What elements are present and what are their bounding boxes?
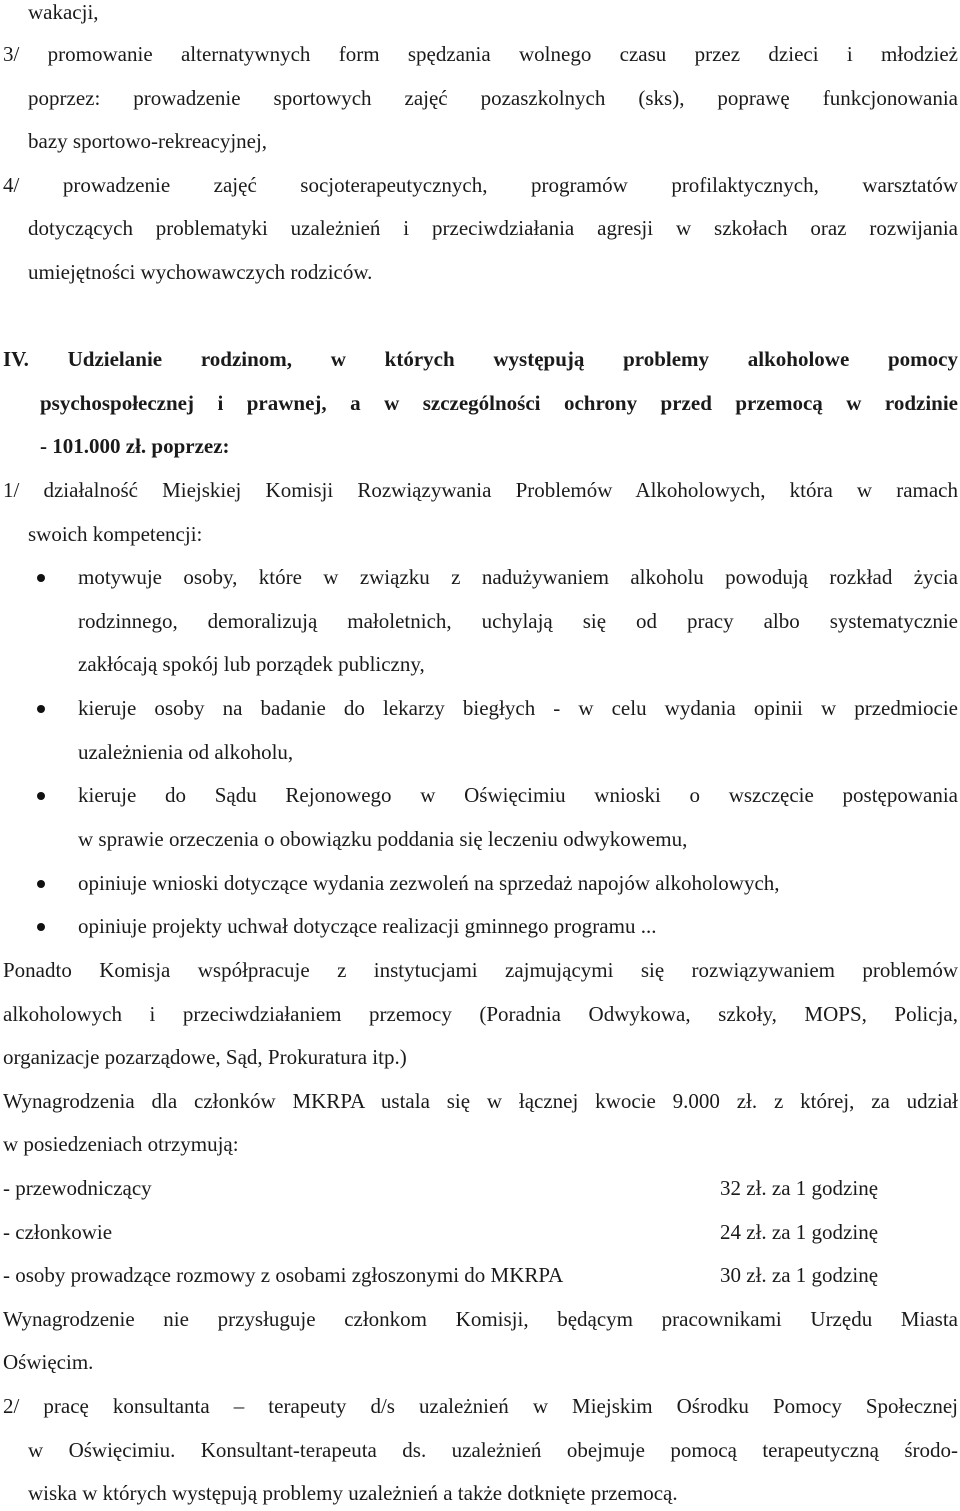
text-line: swoich kompetencji: bbox=[28, 522, 203, 546]
list-item: motywuje osoby, które w związku z nadużywaniem alkoholu powodują rozkład życia bbox=[78, 565, 958, 589]
text-line: Oświęcim. bbox=[3, 1350, 94, 1374]
section-heading: psychospołecznej i prawnej, a w szczególności ochrony przed przemocą w rodzinie bbox=[40, 391, 958, 415]
list-item: kieruje osoby na badanie do lekarzy biegłych - w celu wydania opinii w przedmiocie bbox=[78, 696, 958, 720]
text-line: alkoholowych i przeciwdziałaniem przemocy (Poradnia Odwykowa, szkoły, MOPS, Policja, bbox=[3, 1002, 958, 1026]
text-line: w posiedzeniach otrzymują: bbox=[3, 1132, 239, 1156]
pay-role: - przewodniczący bbox=[3, 1176, 152, 1200]
text-line: Wynagrodzenie nie przysługuje członkom Komisji, będącym pracownikami Urzędu Miasta bbox=[3, 1307, 958, 1331]
bullet-icon bbox=[37, 923, 45, 931]
list-item: zakłócają spokój lub porządek publiczny, bbox=[78, 652, 425, 676]
bullet-icon bbox=[37, 574, 45, 582]
text-line: Ponadto Komisja współpracuje z instytucjami zajmującymi się rozwiązywaniem problemów bbox=[3, 958, 958, 982]
text-line: umiejętności wychowawczych rodziców. bbox=[28, 260, 373, 284]
bullet-icon bbox=[37, 792, 45, 800]
text-line: wiska w których występują problemy uzależnień a także dotknięte przemocą. bbox=[28, 1481, 678, 1505]
list-item: kieruje do Sądu Rejonowego w Oświęcimiu wnioski o wszczęcie postępowania bbox=[78, 783, 958, 807]
pay-role: - osoby prowadzące rozmowy z osobami zgłoszonymi do MKRPA bbox=[3, 1263, 564, 1287]
pay-rate: 30 zł. za 1 godzinę bbox=[720, 1263, 879, 1287]
list-item: rodzinnego, demoralizują małoletnich, uchylają się od pracy albo systematycznie bbox=[78, 609, 958, 633]
text-line: poprzez: prowadzenie sportowych zajęć pozaszkolnych (sks), poprawę funkcjonowania bbox=[28, 86, 958, 110]
bullet-icon bbox=[37, 705, 45, 713]
text-line: 1/ działalność Miejskiej Komisji Rozwiązywania Problemów Alkoholowych, która w ramach bbox=[3, 478, 958, 502]
list-item: uzależnienia od alkoholu, bbox=[78, 740, 294, 764]
text-line: bazy sportowo-rekreacyjnej, bbox=[28, 129, 268, 153]
text-line: wakacji, bbox=[28, 0, 99, 24]
text-line: dotyczących problematyki uzależnień i przeciwdziałania agresji w szkołach oraz rozwijania bbox=[28, 216, 958, 240]
bullet-icon bbox=[37, 880, 45, 888]
text-line: 4/ prowadzenie zajęć socjoterapeutycznych, programów profilaktycznych, warsztatów bbox=[3, 173, 958, 197]
section-heading: - 101.000 zł. poprzez: bbox=[40, 434, 230, 458]
list-item: opiniuje projekty uchwał dotyczące realizacji gminnego programu ... bbox=[78, 914, 657, 938]
pay-role: - członkowie bbox=[3, 1220, 113, 1244]
text-line: 3/ promowanie alternatywnych form spędzania wolnego czasu przez dzieci i młodzież bbox=[3, 42, 958, 66]
pay-rate: 24 zł. za 1 godzinę bbox=[720, 1220, 879, 1244]
section-heading: IV. Udzielanie rodzinom, w których występują problemy alkoholowe pomocy bbox=[3, 347, 958, 371]
text-line: w Oświęcimiu. Konsultant-terapeuta ds. uzależnień obejmuje pomocą terapeutyczną środo- bbox=[28, 1438, 958, 1462]
list-item: w sprawie orzeczenia o obowiązku poddania się leczeniu odwykowemu, bbox=[78, 827, 688, 851]
text-line: 2/ pracę konsultanta – terapeuty d/s uzależnień w Miejskim Ośrodku Pomocy Społecznej bbox=[3, 1394, 958, 1418]
pay-rate: 32 zł. za 1 godzinę bbox=[720, 1176, 879, 1200]
text-line: Wynagrodzenia dla członków MKRPA ustala się w łącznej kwocie 9.000 zł. z której, za udział bbox=[3, 1089, 958, 1113]
list-item: opiniuje wnioski dotyczące wydania zezwoleń na sprzedaż napojów alkoholowych, bbox=[78, 871, 780, 895]
text-line: organizacje pozarządowe, Sąd, Prokuratura itp.) bbox=[3, 1045, 407, 1069]
